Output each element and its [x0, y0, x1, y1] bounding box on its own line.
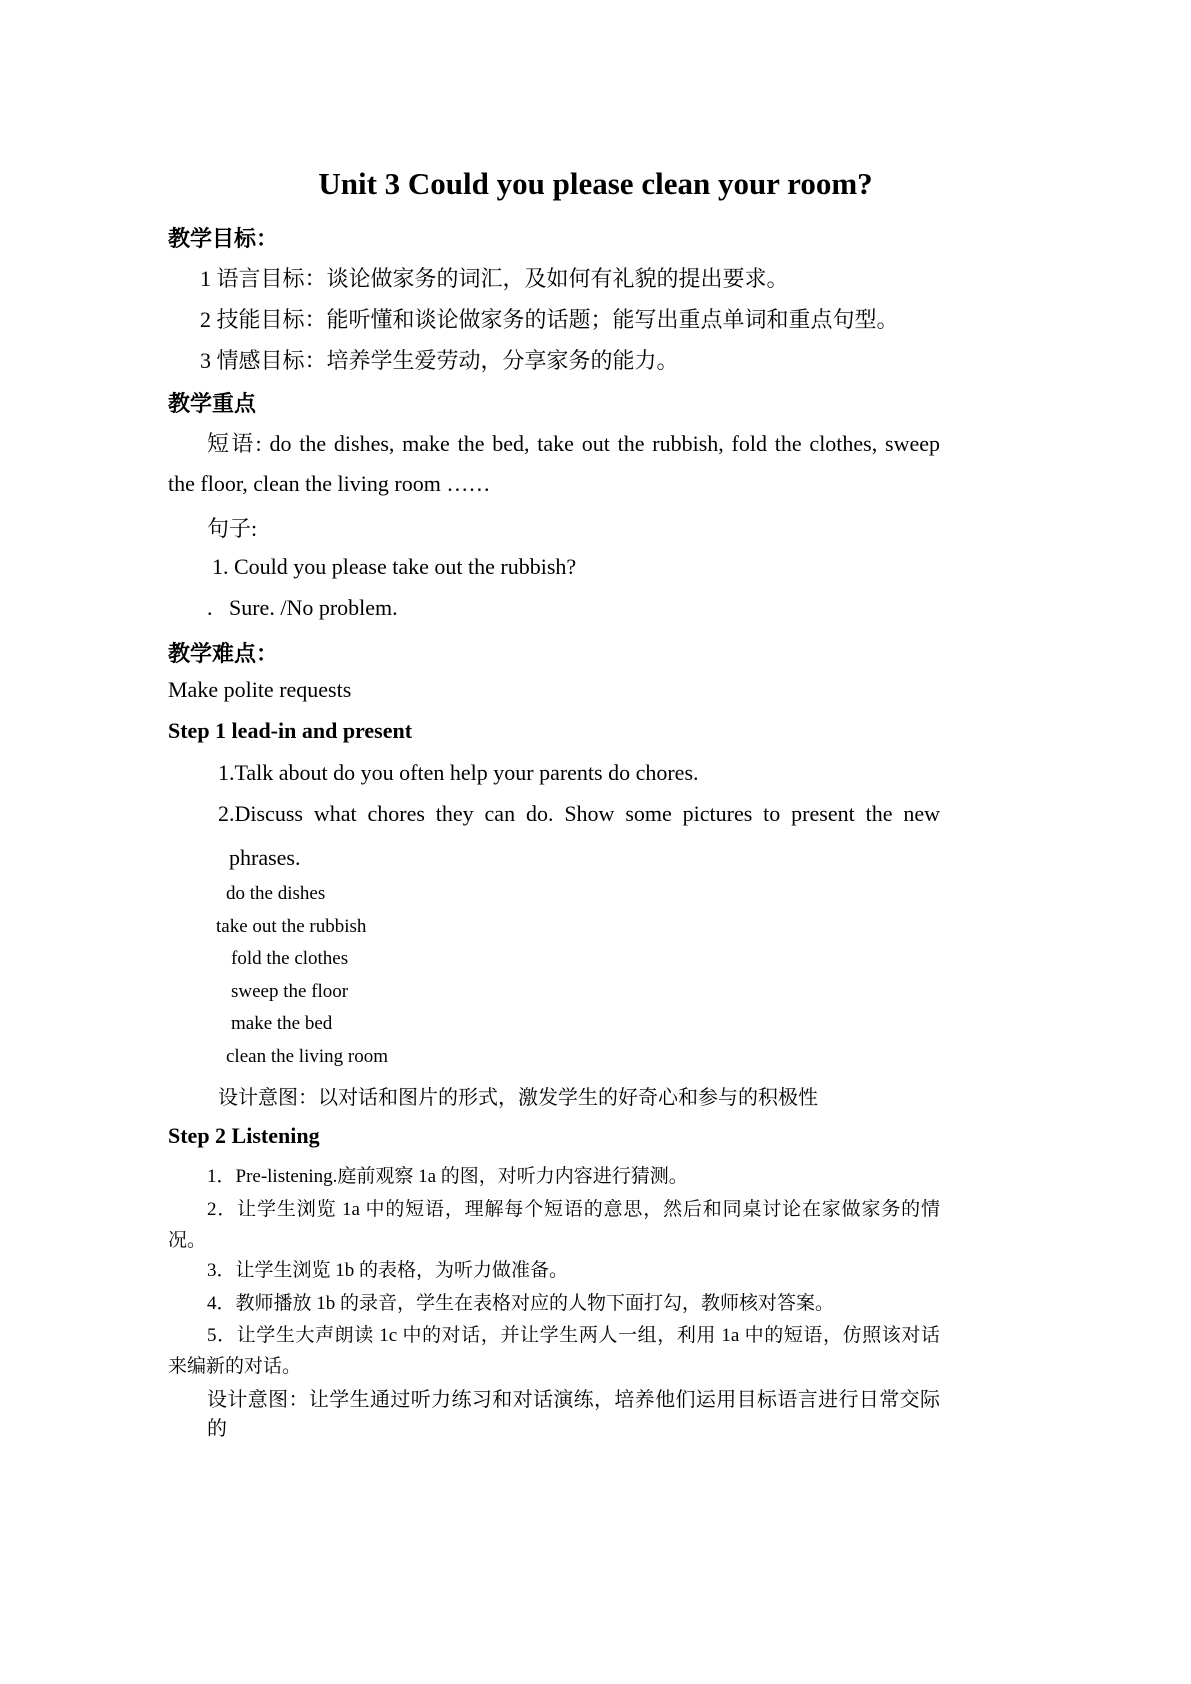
step2-heading: Step 2 Listening: [168, 1123, 320, 1148]
phrase-clean-living-room: clean the living room: [226, 1046, 388, 1067]
difficulty-heading: 教学难点：: [168, 641, 279, 666]
objective-item-3: 3 情感目标：培养学生爱劳动，分享家务的能力。: [200, 348, 679, 373]
phrase-do-dishes: do the dishes: [226, 883, 326, 904]
sentences-label: 句子:: [207, 516, 258, 541]
objective-item-1: 1 语言目标：谈论做家务的词汇，及如何有礼貌的提出要求。: [200, 266, 789, 291]
phrase-make-bed: make the bed: [231, 1013, 333, 1034]
page-title: Unit 3 Could you please clean your room?: [318, 166, 873, 201]
step2-item-2-line-1: 2．让学生浏览 1a 中的短语，理解每个短语的意思，然后和同桌讨论在家做家务的情: [207, 1199, 940, 1220]
phrases-line-2: the floor, clean the living room ……: [168, 471, 491, 496]
step1-design-intent: 设计意图：以对话和图片的形式，激发学生的好奇心和参与的积极性: [218, 1085, 818, 1109]
step1-item-1: 1.Talk about do you often help your parents do chores.: [218, 760, 699, 785]
step2-item-4: 4．教师播放 1b 的录音，学生在表格对应的人物下面打勾，教师核对答案。: [207, 1293, 835, 1314]
phrase-take-out-rubbish: take out the rubbish: [216, 916, 367, 937]
step2-item-3: 3．让学生浏览 1b 的表格，为听力做准备。: [207, 1260, 569, 1281]
step2-item-5-line-2: 来编新的对话。: [168, 1356, 302, 1377]
step2-design-intent: 设计意图：让学生通过听力练习和对话演练，培养他们运用目标语言进行日常交际的: [207, 1387, 940, 1440]
phrases-line-1: 短语: do the dishes, make the bed, take out the rubbish, fold the clothes, sweep: [207, 431, 940, 456]
step2-item-5-line-1: 5．让学生大声朗读 1c 中的对话，并让学生两人一组，利用 1a 中的短语，仿照该对话: [207, 1325, 940, 1346]
step1-heading: Step 1 lead-in and present: [168, 718, 413, 743]
key-points-heading: 教学重点: [168, 391, 257, 416]
step1-item-2-line-1: 2.Discuss what chores they can do. Show some pictures to present the new: [218, 801, 940, 826]
phrase-fold-clothes: fold the clothes: [231, 948, 349, 969]
step1-item-2-line-2: phrases.: [229, 845, 301, 870]
difficulty-text: Make polite requests: [168, 677, 352, 702]
phrase-sweep-floor: sweep the floor: [231, 981, 349, 1002]
objectives-heading: 教学目标：: [168, 226, 279, 251]
objective-item-2: 2 技能目标：能听懂和谈论做家务的话题；能写出重点单词和重点句型。: [200, 307, 899, 332]
step2-item-2-line-2: 况。: [168, 1230, 207, 1251]
step2-item-1: 1．Pre-listening.庭前观察 1a 的图，对听力内容进行猜测。: [207, 1166, 688, 1187]
sentence-2: . Sure. /No problem.: [207, 595, 398, 620]
sentence-1: 1. Could you please take out the rubbish?: [212, 554, 577, 579]
